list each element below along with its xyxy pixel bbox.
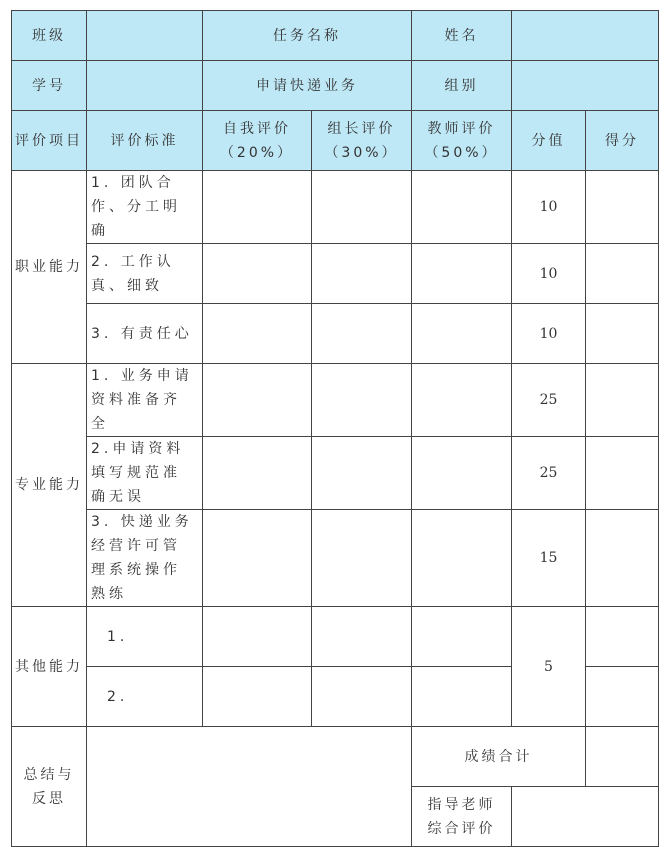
self-eval-cell[interactable] — [203, 607, 312, 667]
teacher-eval-cell[interactable] — [412, 607, 512, 667]
teacher-eval-cell[interactable] — [412, 171, 512, 244]
score-cell[interactable] — [586, 304, 659, 364]
summary-label-line2: 反思 — [32, 790, 66, 807]
total-score-label: 成绩合计 — [412, 727, 586, 787]
student-id-label: 学号 — [12, 61, 87, 111]
teacher-eval-cell[interactable] — [412, 510, 512, 607]
score-cell[interactable] — [586, 510, 659, 607]
teacher-eval-cell[interactable] — [412, 304, 512, 364]
summary-label — [12, 727, 87, 847]
self-eval-title: 自我评价 — [223, 120, 291, 137]
table-row — [12, 171, 659, 244]
leader-eval-cell[interactable] — [312, 171, 412, 244]
col-header-self-eval — [203, 111, 312, 171]
teacher-eval-cell[interactable] — [412, 244, 512, 304]
student-id-value-cell[interactable] — [87, 61, 203, 111]
self-eval-cell[interactable] — [203, 304, 312, 364]
header-row-2 — [12, 61, 659, 111]
self-eval-cell[interactable] — [203, 667, 312, 727]
section-name: 专业能力 — [12, 364, 87, 607]
criteria-cell: 1. 业务申请资料准备齐全 — [87, 364, 203, 437]
table-row — [12, 510, 659, 607]
name-value-cell[interactable] — [512, 11, 659, 61]
task-name-label: 任务名称 — [203, 11, 412, 61]
points-cell: 15 — [512, 510, 586, 607]
teacher-comment-value[interactable] — [512, 787, 659, 847]
class-label: 班级 — [12, 11, 87, 61]
evaluation-table — [11, 10, 659, 847]
criteria-cell: 3. 有责任心 — [87, 304, 203, 364]
score-cell[interactable] — [586, 364, 659, 437]
table-row — [12, 304, 659, 364]
self-eval-cell[interactable] — [203, 437, 312, 510]
teacher-eval-cell[interactable] — [412, 667, 512, 727]
table-row — [12, 364, 659, 437]
points-cell: 10 — [512, 171, 586, 244]
section-name: 职业能力 — [12, 171, 87, 364]
leader-eval-cell[interactable] — [312, 607, 412, 667]
self-eval-weight: （20%） — [219, 144, 295, 161]
self-eval-cell[interactable] — [203, 510, 312, 607]
total-score-value[interactable] — [586, 727, 659, 787]
criteria-cell: 2.申请资料填写规范准确无误 — [87, 437, 203, 510]
summary-label-line1: 总结与 — [23, 766, 75, 783]
task-name-value: 申请快递业务 — [203, 61, 412, 111]
score-cell[interactable] — [586, 607, 659, 667]
table-row — [12, 607, 659, 667]
score-cell[interactable] — [586, 244, 659, 304]
points-cell: 10 — [512, 304, 586, 364]
col-header-teacher-eval — [412, 111, 512, 171]
class-value-cell[interactable] — [87, 11, 203, 61]
teacher-eval-weight: （50%） — [424, 144, 499, 161]
leader-eval-cell[interactable] — [312, 304, 412, 364]
criteria-cell: 1. 团队合作、分工明确 — [87, 171, 203, 244]
points-cell: 5 — [512, 607, 586, 727]
teacher-comment-line1: 指导老师 — [427, 796, 496, 813]
column-header-row — [12, 111, 659, 171]
criteria-cell[interactable]: 2. — [87, 667, 203, 727]
points-cell: 25 — [512, 437, 586, 510]
table-row — [12, 437, 659, 510]
leader-eval-cell[interactable] — [312, 244, 412, 304]
footer-row-1 — [12, 727, 659, 787]
col-header-criteria: 评价标准 — [87, 111, 203, 171]
criteria-cell: 2. 工作认真、细致 — [87, 244, 203, 304]
criteria-cell[interactable]: 1. — [87, 607, 203, 667]
self-eval-cell[interactable] — [203, 244, 312, 304]
leader-eval-cell[interactable] — [312, 364, 412, 437]
group-value-cell[interactable] — [512, 61, 659, 111]
col-header-leader-eval — [312, 111, 412, 171]
teacher-comment-line2: 综合评价 — [427, 820, 496, 837]
teacher-eval-cell[interactable] — [412, 364, 512, 437]
name-label: 姓名 — [412, 11, 512, 61]
points-cell: 25 — [512, 364, 586, 437]
leader-eval-title: 组长评价 — [327, 120, 396, 137]
points-cell: 10 — [512, 244, 586, 304]
leader-eval-cell[interactable] — [312, 437, 412, 510]
teacher-eval-cell[interactable] — [412, 437, 512, 510]
header-row-1 — [12, 11, 659, 61]
col-header-item: 评价项目 — [12, 111, 87, 171]
self-eval-cell[interactable] — [203, 364, 312, 437]
score-cell[interactable] — [586, 171, 659, 244]
self-eval-cell[interactable] — [203, 171, 312, 244]
col-header-points: 分值 — [512, 111, 586, 171]
table-row — [12, 244, 659, 304]
section-name: 其他能力 — [12, 607, 87, 727]
teacher-comment-label — [412, 787, 512, 847]
teacher-eval-title: 教师评价 — [427, 120, 496, 137]
col-header-score: 得分 — [586, 111, 659, 171]
leader-eval-cell[interactable] — [312, 667, 412, 727]
leader-eval-weight: （30%） — [324, 144, 399, 161]
leader-eval-cell[interactable] — [312, 510, 412, 607]
group-label: 组别 — [412, 61, 512, 111]
score-cell[interactable] — [586, 437, 659, 510]
score-cell[interactable] — [586, 667, 659, 727]
summary-content-cell[interactable] — [87, 727, 412, 847]
criteria-cell: 3. 快递业务经营许可管理系统操作熟练 — [87, 510, 203, 607]
